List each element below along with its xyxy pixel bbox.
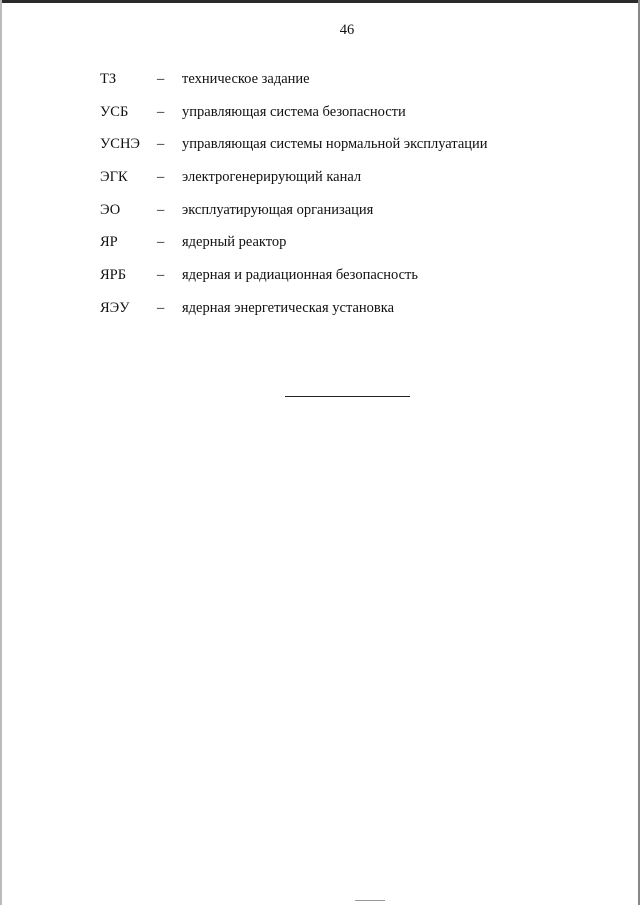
abbreviation-dash: – <box>157 103 165 120</box>
abbreviation-row <box>100 201 540 234</box>
abbreviation-definition: ядерный реактор <box>182 234 287 251</box>
abbreviation-term: ЭО <box>100 201 121 218</box>
abbreviation-term: ЯЭУ <box>100 299 130 316</box>
end-of-document-rule <box>285 396 410 397</box>
abbreviation-term: УСНЭ <box>100 136 140 153</box>
abbreviation-definition: электрогенерирующий канал <box>182 169 362 186</box>
abbreviation-dash: – <box>157 234 165 251</box>
abbreviation-row <box>100 299 540 332</box>
abbreviation-definition: ядерная энергетическая установка <box>182 299 395 316</box>
abbreviation-definition: ядерная и радиационная безопасность <box>182 267 418 284</box>
abbreviation-term: ЯРБ <box>100 267 127 284</box>
abbreviation-definition: управляющая система безопасности <box>182 103 406 120</box>
abbreviation-row <box>100 266 540 299</box>
abbreviation-dash: – <box>157 267 165 284</box>
abbreviation-definition: техническое задание <box>182 71 310 87</box>
abbreviation-dash: – <box>157 71 165 87</box>
abbreviation-dash: – <box>157 201 165 218</box>
abbreviation-dash: – <box>157 299 165 316</box>
abbreviation-term: ЯР <box>100 234 118 251</box>
abbreviation-row <box>100 135 540 168</box>
scan-artifact <box>355 900 385 901</box>
abbreviation-row <box>100 233 540 266</box>
page-number: 46 <box>339 22 355 38</box>
abbreviation-term: ЭГК <box>100 169 128 186</box>
abbreviation-row <box>100 168 540 201</box>
abbreviation-term: ТЗ <box>100 71 117 87</box>
abbreviation-definition: управляющая системы нормальной эксплуатации <box>182 136 488 153</box>
abbreviation-row <box>100 70 540 103</box>
abbreviation-definition: эксплуатирующая организация <box>182 201 374 218</box>
abbreviation-list <box>100 70 540 332</box>
page-top-edge <box>0 0 640 3</box>
page-left-edge <box>0 0 2 905</box>
abbreviation-dash: – <box>157 169 165 186</box>
abbreviation-dash: – <box>157 136 165 153</box>
abbreviation-term: УСБ <box>100 103 129 120</box>
abbreviation-row <box>100 103 540 136</box>
